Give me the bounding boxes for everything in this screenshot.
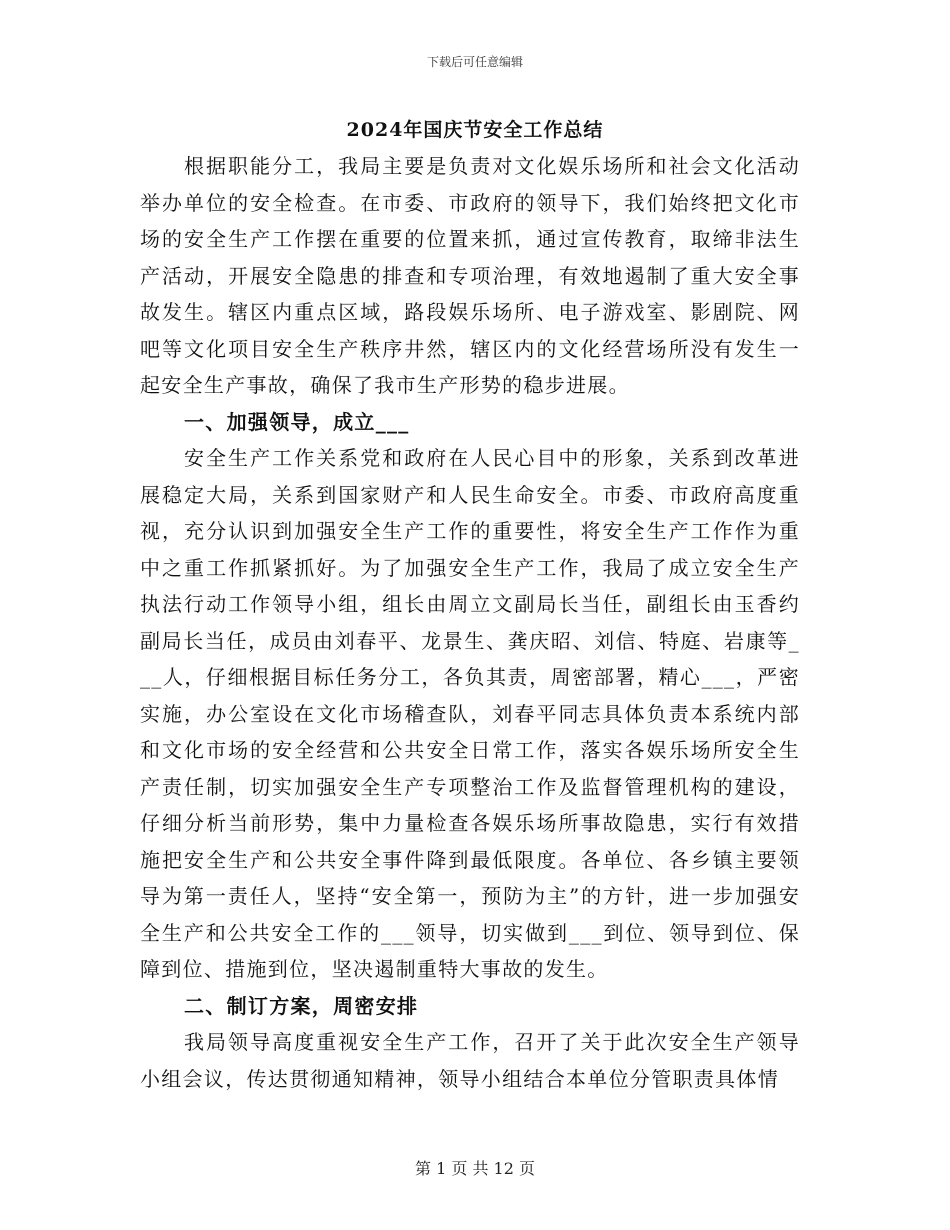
document-body [140, 148, 800, 1097]
section-1-paragraph: 安全生产工作关系党和政府在人民心目中的形象，关系到改革进展稳定大局，关系到国家财产和人民生命安全。市委、市政府高度重视，充分认识到加强安全生产工作的重要性，将安全生产工作作为重中之重工作抓紧抓好。为了加强安全生产工作，我局了成立安全生产执法行动工作领导小组，组长由周立文副局长当任，副组长由玉香约副局长当任，成员由刘春平、龙景生、龚庆昭、刘信、特庭、岩康等___人，仔细根据目标任务分工，各负其责，周密部署，精心___，严密实施，办公室设在文化市场稽查队，刘春平同志具体负责本系统内部和文化市场的安全经营和公共安全日常工作，落实各娱乐场所安全生产责任制，切实加强安全生产专项整治工作及监督管理机构的建设，仔细分析当前形势，集中力量检查各娱乐场所事故隐患，实行有效措施把安全生产和公共安全事件降到最低限度。各单位、各乡镇主要领导为第一责任人，坚持“安全第一，预防为主”的方针，进一步加强安全生产和公共安全工作的___领导，切实做到___到位、领导到位、保障到位、措施到位，坚决遏制重特大事故的发生。 [140, 446, 800, 981]
section-2-paragraph: 我局领导高度重视安全生产工作，召开了关于此次安全生产领导小组会议，传达贯彻通知精神，领导小组结合本单位分管职责具体情 [140, 1030, 800, 1091]
section-heading-1: 一、加强领导，成立___ [184, 409, 410, 434]
page-number: 第 1 页 共 12 页 [415, 1159, 535, 1178]
download-note: 下载后可任意编辑 [426, 55, 523, 69]
intro-paragraph: 根据职能分工，我局主要是负责对文化娱乐场所和社会文化活动举办单位的安全检查。在市委、市政府的领导下，我们始终把文化市场的安全生产工作摆在重要的位置来抓，通过宣传教育，取缔非法生产活动，开展安全隐患的排查和专项治理，有效地遏制了重大安全事故发生。辖区内重点区域，路段娱乐场所、电子游戏室、影剧院、网吧等文化项目安全生产秩序井然，辖区内的文化经营场所没有发生一起安全生产事故，确保了我市生产形势的稳步进展。 [140, 154, 800, 397]
document-title: 2024年国庆节安全工作总结 [346, 119, 604, 141]
section-heading-2: 二、制订方案，周密安排 [184, 993, 419, 1018]
